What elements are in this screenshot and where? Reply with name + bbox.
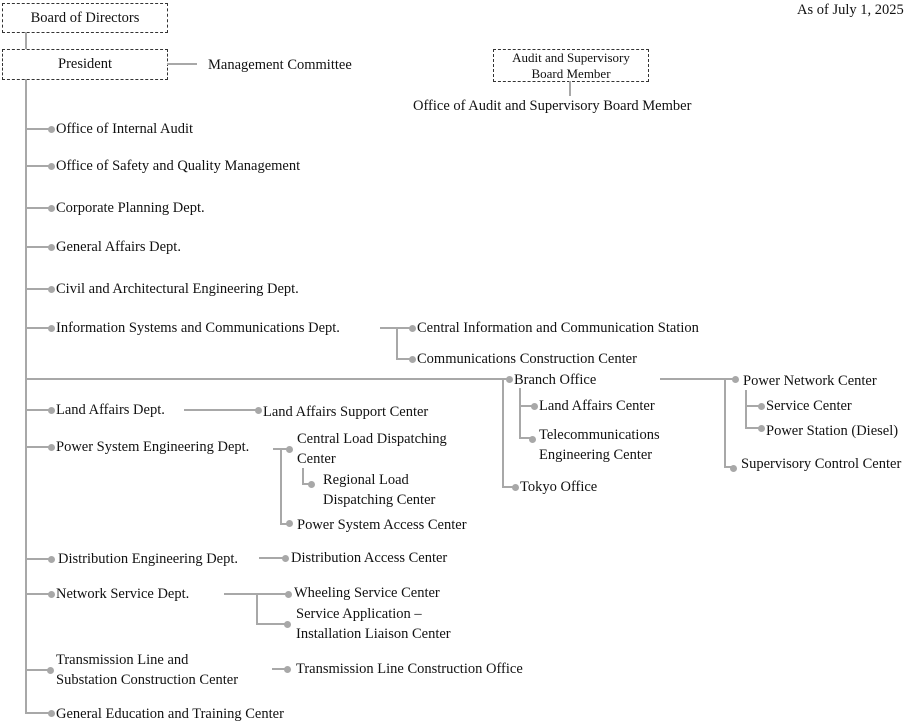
as-of-date: As of July 1, 2025 [797, 2, 904, 18]
dept-network-service[interactable]: Network Service Dept. [56, 586, 190, 602]
bullet-icon [255, 407, 262, 414]
unit-central-load-line1[interactable]: Central Load Dispatching [297, 431, 447, 447]
bullet-icon [758, 403, 765, 410]
board-of-directors-label: Board of Directors [30, 10, 140, 26]
board-of-directors-box[interactable] [2, 3, 168, 33]
unit-transmission-construction-office[interactable]: Transmission Line Construction Office [296, 661, 523, 677]
tokyo-office[interactable]: Tokyo Office [520, 479, 598, 495]
connector-line [26, 712, 50, 714]
bullet-icon [282, 555, 289, 562]
audit-board-box[interactable] [493, 49, 649, 82]
connector-line [256, 593, 258, 624]
bullet-icon [286, 520, 293, 527]
dept-transmission-line2[interactable]: Substation Construction Center [56, 672, 239, 688]
audit-office[interactable]: Office of Audit and Supervisory Board Member [413, 98, 692, 114]
telecom-engineering-center-line1[interactable]: Telecommunications [539, 427, 660, 443]
connector-line [26, 246, 50, 248]
connector-line [396, 327, 398, 359]
bullet-icon [284, 621, 291, 628]
bullet-icon [758, 425, 765, 432]
dept-land-affairs[interactable]: Land Affairs Dept. [56, 402, 165, 418]
connector-line [660, 378, 734, 380]
connector-line [26, 558, 50, 560]
connector-line [26, 446, 50, 448]
bullet-icon [47, 667, 54, 674]
telecom-engineering-center-line2[interactable]: Engineering Center [539, 447, 653, 463]
bullet-icon [512, 484, 519, 491]
branch-connector-line [26, 378, 510, 380]
management-committee[interactable]: Management Committee [208, 57, 352, 73]
dept-power-system[interactable]: Power System Engineering Dept. [56, 439, 250, 455]
connector-line [25, 32, 27, 49]
connector-line [302, 468, 304, 484]
president-box[interactable] [2, 49, 168, 80]
dept-safety-quality[interactable]: Office of Safety and Quality Management [56, 158, 301, 174]
bullet-icon [48, 325, 55, 332]
unit-regional-load-line2[interactable]: Dispatching Center [323, 492, 436, 508]
connector-line [256, 623, 286, 625]
unit-distribution-access[interactable]: Distribution Access Center [291, 550, 448, 566]
connector-line [280, 448, 282, 524]
supervisory-control-center[interactable]: Supervisory Control Center [741, 456, 902, 472]
bullet-icon [284, 666, 291, 673]
dept-general-education[interactable]: General Education and Training Center [56, 706, 284, 722]
bullet-icon [506, 376, 513, 383]
bullet-icon [531, 403, 538, 410]
bullet-icon [48, 556, 55, 563]
bullet-icon [48, 710, 55, 717]
bullet-icon [308, 481, 315, 488]
bullet-icon [48, 286, 55, 293]
dept-transmission-line1[interactable]: Transmission Line and [56, 652, 189, 668]
bullet-icon [285, 591, 292, 598]
connector-line [745, 390, 747, 428]
connector-line [26, 409, 50, 411]
dept-info-systems[interactable]: Information Systems and Communications Dept. [56, 320, 340, 336]
connector-line [167, 63, 197, 65]
president-label: President [58, 56, 112, 72]
connector-line [26, 327, 50, 329]
unit-service-app-line2[interactable]: Installation Liaison Center [296, 626, 451, 642]
bullet-icon [409, 325, 416, 332]
unit-central-load-line2[interactable]: Center [297, 451, 336, 467]
dept-internal-audit[interactable]: Office of Internal Audit [56, 121, 194, 137]
unit-regional-load-line1[interactable]: Regional Load [323, 472, 409, 488]
land-affairs-center[interactable]: Land Affairs Center [539, 398, 655, 414]
unit-land-affairs-support[interactable]: Land Affairs Support Center [263, 404, 429, 420]
bullet-icon [730, 465, 737, 472]
unit-wheeling-service[interactable]: Wheeling Service Center [294, 585, 440, 601]
bullet-icon [48, 407, 55, 414]
bullet-icon [409, 356, 416, 363]
unit-service-app-line1[interactable]: Service Application – [296, 606, 422, 622]
connector-line [26, 165, 50, 167]
unit-power-system-access[interactable]: Power System Access Center [297, 517, 467, 533]
bullet-icon [48, 244, 55, 251]
unit-comm-construction[interactable]: Communications Construction Center [417, 351, 637, 367]
audit-board-label-line1: Audit and Supervisory [512, 50, 630, 65]
bullet-icon [48, 205, 55, 212]
unit-central-info-station[interactable]: Central Information and Communication Station [417, 320, 699, 336]
dept-corporate-planning[interactable]: Corporate Planning Dept. [56, 200, 205, 216]
connector-line [26, 288, 50, 290]
connector-line [26, 207, 50, 209]
connector-line [26, 128, 50, 130]
dept-civil-architectural[interactable]: Civil and Architectural Engineering Dept. [56, 281, 299, 297]
branch-office[interactable]: Branch Office [514, 372, 597, 388]
bullet-icon [732, 376, 739, 383]
connector-line [724, 378, 726, 467]
service-center[interactable]: Service Center [766, 398, 852, 414]
connector-line [519, 388, 521, 438]
audit-board-label-line2: Board Member [531, 66, 611, 81]
dept-general-affairs[interactable]: General Affairs Dept. [56, 239, 181, 255]
main-spine-line [25, 79, 27, 714]
connector-line [184, 409, 258, 411]
bullet-icon [48, 444, 55, 451]
connector-line [569, 81, 571, 96]
power-network-center[interactable]: Power Network Center [743, 373, 877, 389]
dept-distribution[interactable]: Distribution Engineering Dept. [58, 551, 239, 567]
bullet-icon [48, 126, 55, 133]
bullet-icon [48, 163, 55, 170]
connector-line [502, 378, 504, 487]
bullet-icon [286, 446, 293, 453]
power-station-diesel[interactable]: Power Station (Diesel) [766, 423, 899, 439]
connector-line [26, 593, 50, 595]
bullet-icon [529, 436, 536, 443]
bullet-icon [48, 591, 55, 598]
